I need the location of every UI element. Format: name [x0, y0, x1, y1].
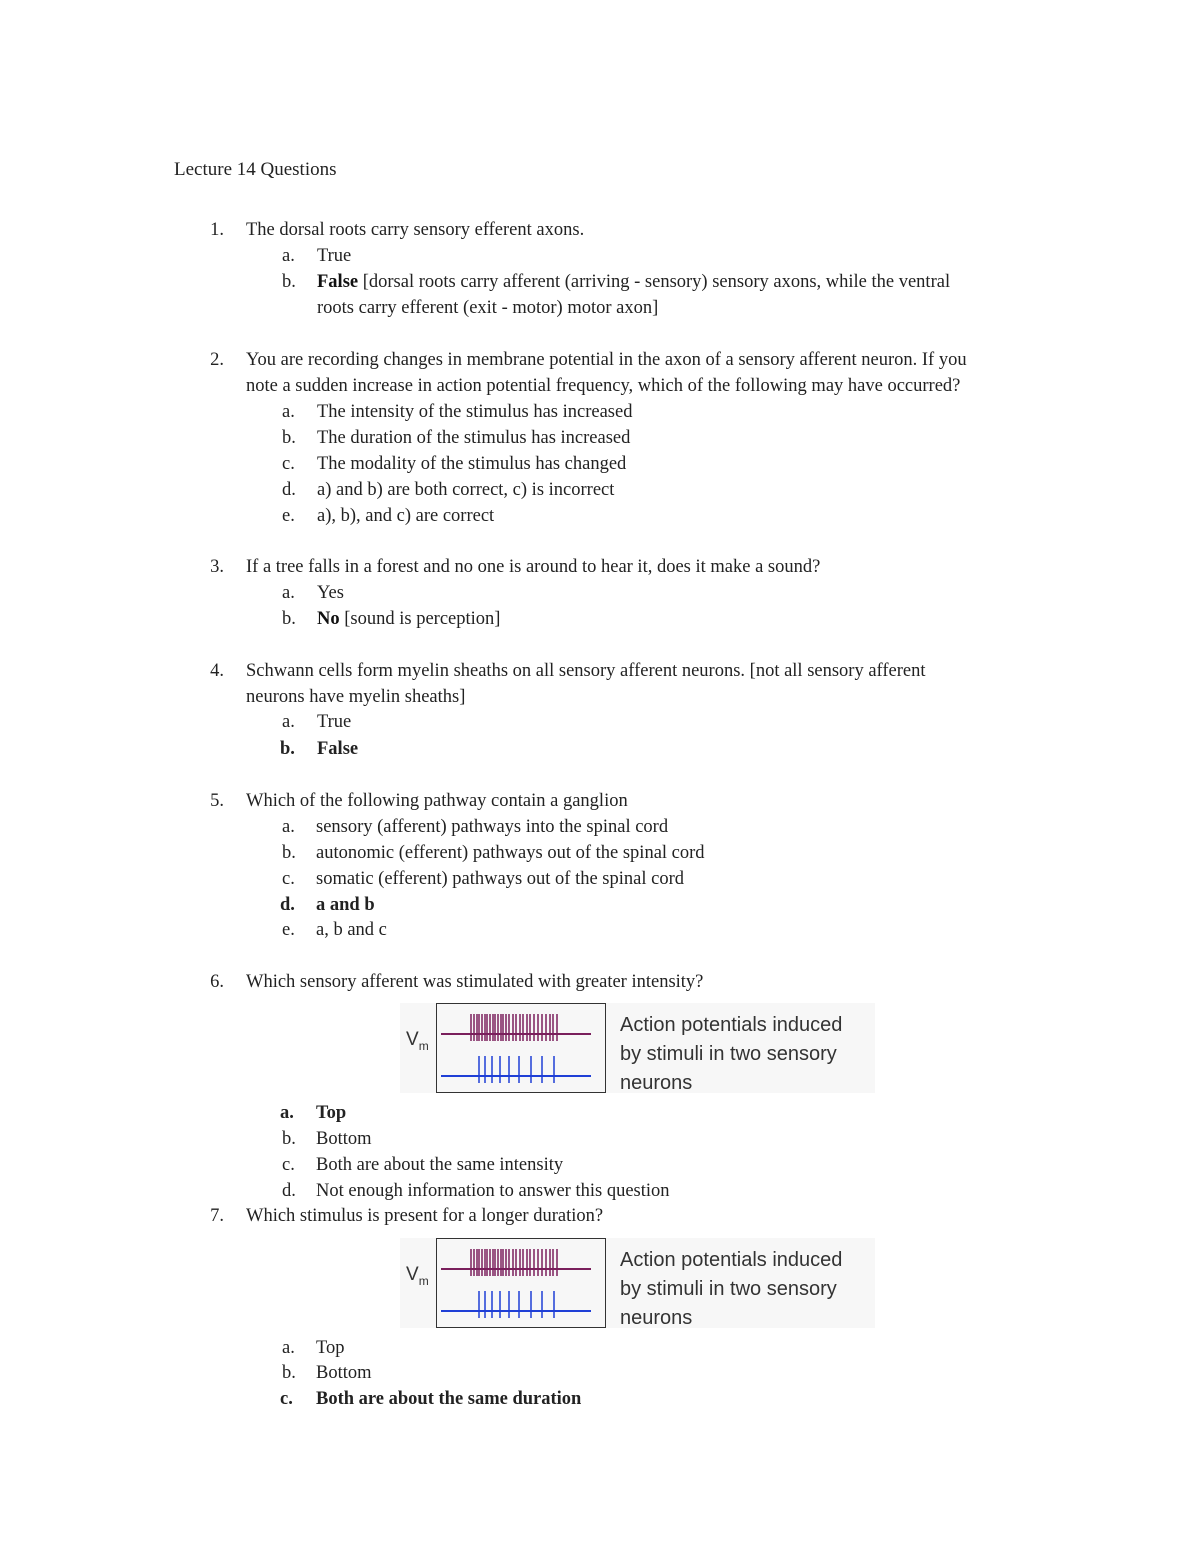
option-letter-correct: b.: [280, 739, 295, 759]
option-letter: b.: [282, 1129, 296, 1149]
caption-line: neurons: [620, 1307, 693, 1329]
question-text-cont: note a sudden increase in action potential frequency, which of the following may have occurred?: [246, 376, 961, 396]
option-text: a, b and c: [316, 920, 387, 940]
question-number: 6.: [210, 972, 224, 992]
figure-caption: [620, 1246, 842, 1333]
question-text: Which of the following pathway contain a ganglion: [246, 791, 628, 811]
option-letter: a.: [282, 1338, 295, 1358]
page-title: Lecture 14 Questions: [174, 159, 337, 180]
option-text: sensory (afferent) pathways into the spinal cord: [316, 817, 669, 837]
trace-box: [436, 1003, 606, 1093]
question-number: 5.: [210, 791, 224, 811]
question-number: 1.: [210, 220, 224, 240]
answer-explanation: [dorsal roots carry afferent (arriving - sensory) sensory axons, while the ventral: [358, 272, 951, 292]
option-text: somatic (efferent) pathways out of the spinal cord: [316, 869, 684, 889]
vm-label: $V_m$: [406, 1264, 429, 1288]
option-text: Bottom: [316, 1129, 372, 1149]
option-letter: a.: [282, 402, 295, 422]
caption-line: neurons: [620, 1072, 693, 1094]
correct-answer: No: [317, 609, 340, 629]
question-text: You are recording changes in membrane potential in the axon of a sensory afferent neuron. If you: [246, 350, 967, 370]
question-text: Schwann cells form myelin sheaths on all sensory afferent neurons. [not all sensory afferent: [246, 661, 926, 681]
action-potential-figure: [400, 1238, 880, 1330]
option-letter: d.: [282, 480, 296, 500]
option-letter: c.: [282, 1155, 295, 1175]
option-letter-correct: d.: [280, 895, 295, 915]
spike-traces: [437, 1004, 605, 1092]
question-number: 4.: [210, 661, 224, 681]
question-number: 2.: [210, 350, 224, 370]
option-letter: a.: [282, 583, 295, 603]
question-text: Which stimulus is present for a longer duration?: [246, 1206, 604, 1226]
question-number: 3.: [210, 557, 224, 577]
option-letter: b.: [282, 428, 296, 448]
option-letter: e.: [282, 920, 295, 940]
option-text: Both are about the same intensity: [316, 1155, 564, 1175]
question-number: 7.: [210, 1206, 224, 1226]
option-text: The duration of the stimulus has increased: [317, 428, 631, 448]
caption-line: by stimuli in two sensory: [620, 1278, 837, 1300]
option-text: Not enough information to answer this question: [316, 1181, 670, 1201]
caption-line: by stimuli in two sensory: [620, 1043, 837, 1065]
spike-traces: [437, 1239, 605, 1327]
option-letter: a.: [282, 246, 295, 266]
option-letter: e.: [282, 506, 295, 526]
answer-explanation-cont: roots carry efferent (exit - motor) motor axon]: [317, 298, 659, 318]
option-letter: a.: [282, 817, 295, 837]
option-text: The modality of the stimulus has changed: [317, 454, 627, 474]
question-text: The dorsal roots carry sensory efferent axons.: [246, 220, 585, 240]
caption-line: Action potentials induced: [620, 1249, 843, 1271]
option-letter: b.: [282, 609, 296, 629]
option-letter: b.: [282, 272, 296, 292]
option-text: a), b), and c) are correct: [317, 506, 495, 526]
option-text: a) and b) are both correct, c) is incorrect: [317, 480, 615, 500]
question-text: If a tree falls in a forest and no one is around to hear it, does it make a sound?: [246, 557, 821, 577]
answer-explanation: [sound is perception]: [339, 609, 501, 629]
correct-answer: False: [317, 739, 359, 759]
option-text: The intensity of the stimulus has increased: [317, 402, 633, 422]
option-text: True: [317, 712, 352, 732]
correct-answer: False: [317, 272, 359, 292]
option-text: Top: [316, 1338, 345, 1358]
action-potential-figure: [400, 1003, 880, 1095]
option-letter: b.: [282, 1363, 296, 1383]
caption-line: Action potentials induced: [620, 1014, 843, 1036]
option-text: Bottom: [316, 1363, 372, 1383]
option-letter-correct: a.: [280, 1103, 294, 1123]
option-letter: b.: [282, 843, 296, 863]
option-text: True: [317, 246, 352, 266]
question-text: Which sensory afferent was stimulated with greater intensity?: [246, 972, 704, 992]
trace-box: [436, 1238, 606, 1328]
option-text: Yes: [317, 583, 344, 603]
correct-answer: Top: [316, 1103, 347, 1123]
figure-caption: [620, 1011, 842, 1098]
option-letter-correct: c.: [280, 1389, 293, 1409]
option-letter: a.: [282, 712, 295, 732]
option-answer-line: [317, 271, 950, 293]
option-letter: c.: [282, 869, 295, 889]
vm-label: $V_m$: [406, 1029, 429, 1053]
option-answer-line: [317, 608, 500, 630]
question-text-cont: neurons have myelin sheaths]: [246, 687, 466, 707]
option-letter: d.: [282, 1181, 296, 1201]
correct-answer: Both are about the same duration: [316, 1389, 582, 1409]
option-letter: c.: [282, 454, 295, 474]
option-text: autonomic (efferent) pathways out of the spinal cord: [316, 843, 705, 863]
correct-answer: a and b: [316, 895, 375, 915]
